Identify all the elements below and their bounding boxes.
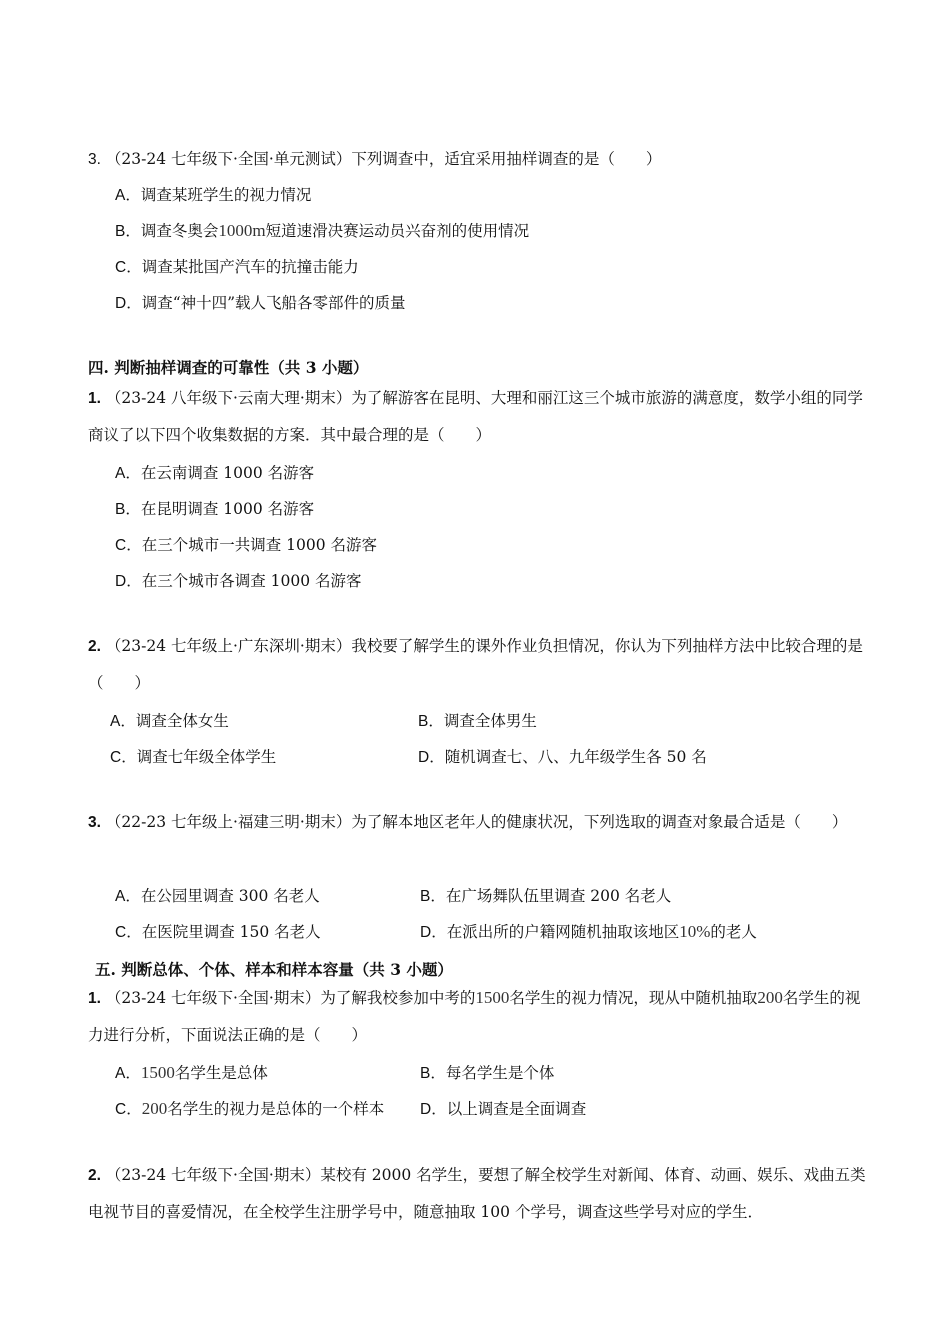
option-d[interactable]: D．在三个城市各调查 1000 名游客: [115, 572, 362, 590]
option-a[interactable]: A．1500名学生是总体: [115, 1063, 268, 1082]
option-d[interactable]: D．以上调查是全面调查: [420, 1100, 587, 1118]
math-formula: 1500: [475, 988, 510, 1007]
option-c[interactable]: C．调查某批国产汽车的抗撞击能力: [115, 258, 359, 276]
s4-question-2: 2. （23-24 七年级上·广东深圳·期末）我校要了解学生的课外作业负担情况，你认为下列抽样方法中比较合理的是（ ）: [88, 637, 863, 692]
s4-question-3: 3. （22-23 七年级上·福建三明·期末）为了解本地区老年人的健康状况，下列选取的调查对象最合适是（ ）: [88, 813, 848, 831]
option-a[interactable]: A．调查某班学生的视力情况: [115, 186, 312, 204]
option-c[interactable]: C．在三个城市一共调查 1000 名游客: [115, 536, 378, 554]
math-formula: 1000m: [218, 221, 266, 240]
option-b[interactable]: B．在广场舞队伍里调查 200 名老人: [420, 887, 672, 905]
option-d[interactable]: D．随机调查七、八、九年级学生各 50 名: [418, 748, 707, 766]
option-a[interactable]: A．调查全体女生: [110, 712, 229, 730]
s5-question-1: 1. （23-24 七年级下·全国·期末）为了解我校参加中考的1500名学生的视力情况，现从中随机抽取200名学生的视力进行分析，下面说法正确的是（ ）: [88, 988, 861, 1044]
section-5-title: 五. 判断总体、个体、样本和样本容量（共 3 小题）: [95, 960, 453, 979]
option-b[interactable]: B．调查冬奥会1000m短道速滑决赛运动员兴奋剂的使用情况: [115, 221, 530, 240]
option-b[interactable]: B．每名学生是个体: [420, 1064, 555, 1082]
math-formula: 10%: [679, 922, 711, 941]
option-b[interactable]: B．在昆明调查 1000 名游客: [115, 500, 315, 518]
option-b[interactable]: B．调查全体男生: [418, 712, 537, 730]
section-4-title: 四. 判断抽样调查的可靠性（共 3 小题）: [88, 358, 369, 377]
s4-question-1: 1. （23-24 八年级下·云南大理·期末）为了解游客在昆明、大理和丽江这三个城市旅游的满意度，数学小组的同学商议了以下四个收集数据的方案．其中最合理的是（ ）: [88, 389, 863, 444]
question-number: 3.: [88, 151, 101, 168]
math-formula: 1500: [140, 1063, 175, 1082]
math-formula: 200: [141, 1099, 168, 1118]
option-a[interactable]: A．在公园里调查 300 名老人: [115, 887, 320, 905]
question-text: 下列调查中，适宜采用抽样调查的是（ ）: [351, 150, 662, 168]
option-d[interactable]: D．在派出所的户籍网随机抽取该地区10%的老人: [420, 922, 757, 941]
option-c[interactable]: C．调查七年级全体学生: [110, 748, 277, 766]
option-a[interactable]: A．在云南调查 1000 名游客: [115, 464, 315, 482]
question-3-prev: [88, 147, 661, 169]
s5-question-2: 2. （23-24 七年级下·全国·期末）某校有 2000 名学生，要想了解全校学生对新闻、体育、动画、娱乐、戏曲五类电视节目的喜爱情况，在全校学生注册学号中，随意抽取 100 个学号，调查这些学号对应的学生．: [88, 1166, 866, 1221]
option-c[interactable]: C．200名学生的视力是总体的一个样本: [115, 1099, 385, 1118]
math-formula: 200: [757, 988, 783, 1007]
option-c[interactable]: C．在医院里调查 150 名老人: [115, 923, 321, 941]
question-source: （23-24 七年级下·全国·单元测试）: [105, 150, 352, 168]
option-d[interactable]: D．调查“神十四”载人飞船各零部件的质量: [115, 294, 406, 312]
